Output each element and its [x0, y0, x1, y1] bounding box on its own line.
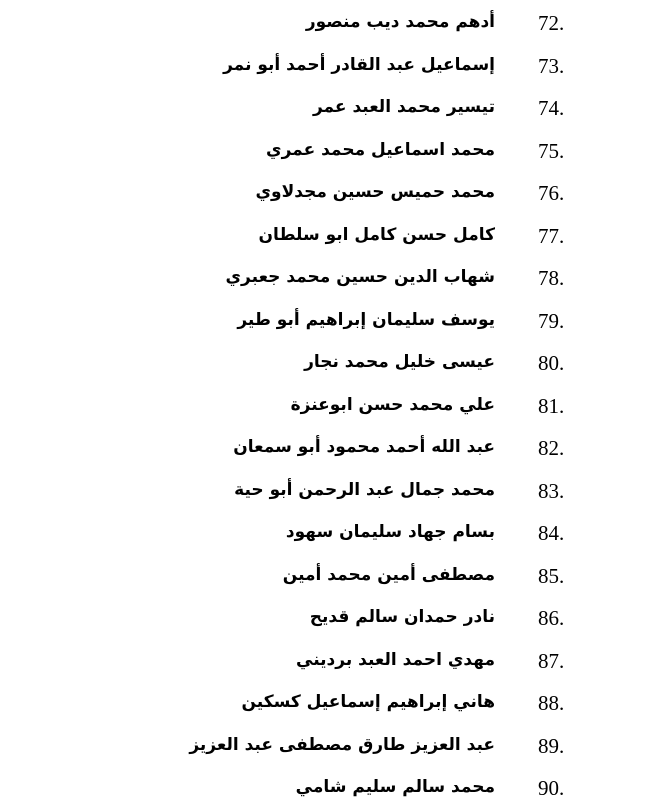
item-name: يوسف سليمان إبراهيم أبو طير — [237, 310, 495, 330]
item-number: 81. — [538, 394, 565, 418]
item-name: محمد حميس حسين مجدلاوي — [255, 182, 495, 202]
list-item — [0, 685, 657, 721]
item-name: تيسير محمد العبد عمر — [312, 97, 495, 117]
item-number: 88. — [538, 691, 565, 715]
item-number: 80. — [538, 351, 565, 375]
list-item — [0, 558, 657, 594]
item-name: علي محمد حسن ابوعنزة — [290, 395, 495, 415]
list-item — [0, 175, 657, 211]
item-number: 86. — [538, 606, 565, 630]
item-number: 79. — [538, 309, 565, 333]
item-number: 84. — [538, 521, 565, 545]
item-name: مهدي احمد العبد برديني — [296, 650, 495, 670]
item-name: هاني إبراهيم إسماعيل كسكين — [241, 692, 495, 712]
item-name: عبد العزيز طارق مصطفى عبد العزيز — [189, 735, 495, 755]
list-item — [0, 345, 657, 381]
list-item — [0, 600, 657, 636]
item-number: 90. — [538, 776, 565, 800]
item-number: 76. — [538, 181, 565, 205]
list-item — [0, 48, 657, 84]
list-item — [0, 430, 657, 466]
item-number: 75. — [538, 139, 565, 163]
item-number: 89. — [538, 734, 565, 758]
item-number: 85. — [538, 564, 565, 588]
list-item — [0, 728, 657, 764]
item-number: 72. — [538, 11, 565, 35]
item-name: نادر حمدان سالم قديح — [309, 607, 495, 627]
list-item — [0, 303, 657, 339]
list-item — [0, 90, 657, 126]
item-number: 77. — [538, 224, 565, 248]
item-number: 78. — [538, 266, 565, 290]
item-name: مصطفى أمين محمد أمين — [282, 565, 495, 585]
list-item — [0, 473, 657, 509]
list-item — [0, 388, 657, 424]
list-item — [0, 5, 657, 41]
item-name: كامل حسن كامل ابو سلطان — [258, 225, 495, 245]
list-item — [0, 515, 657, 551]
item-name: بسام جهاد سليمان سهود — [285, 522, 495, 542]
list-item — [0, 260, 657, 296]
list-item — [0, 218, 657, 254]
item-number: 82. — [538, 436, 565, 460]
item-number: 83. — [538, 479, 565, 503]
item-number: 74. — [538, 96, 565, 120]
item-name: شهاب الدين حسين محمد جعبري — [225, 267, 495, 287]
item-name: أدهم محمد ديب منصور — [305, 12, 495, 32]
list-item — [0, 770, 657, 806]
item-name: محمد جمال عبد الرحمن أبو حية — [234, 480, 495, 500]
item-name: عيسى خليل محمد نجار — [304, 352, 495, 372]
item-name: إسماعيل عبد القادر أحمد أبو نمر — [223, 55, 495, 75]
item-number: 73. — [538, 54, 565, 78]
item-name: محمد سالم سليم شامي — [295, 777, 495, 797]
item-name: محمد اسماعيل محمد عمري — [266, 140, 495, 160]
item-name: عبد الله أحمد محمود أبو سمعان — [233, 437, 495, 457]
list-item — [0, 133, 657, 169]
item-number: 87. — [538, 649, 565, 673]
list-item — [0, 643, 657, 679]
